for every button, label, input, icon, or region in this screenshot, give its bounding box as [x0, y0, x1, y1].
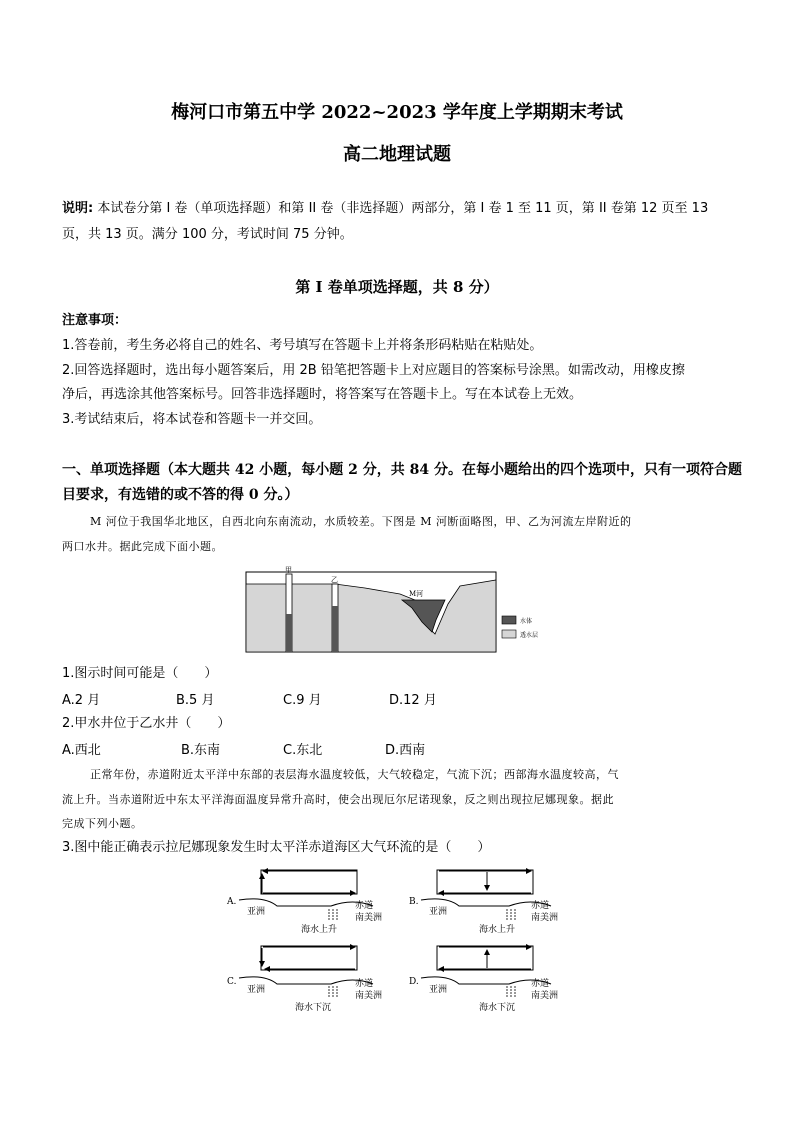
section1-title: 第 I 卷单项选择题，共 8 分） [295, 278, 499, 296]
aquifer-layer [246, 580, 496, 652]
option-d-south-america: 南美洲 [531, 991, 559, 1001]
river-label: M河 [409, 590, 424, 598]
exam-subtitle: 高二地理试题 [343, 144, 451, 165]
well-a-water [286, 614, 292, 652]
option-a-diagram [226, 870, 382, 935]
well-a-label: 甲 [285, 566, 292, 574]
part1-heading-a: 一、单项选择题（本大题共 42 小题，每小题 2 分，共 84 分。在每小题给出的四个选项中，只有一项符合题 [62, 462, 742, 478]
option-b-label: B. [409, 897, 419, 907]
option-d-asia: 亚洲 [429, 985, 448, 995]
q1-option-b[interactable]: B.5 月 [176, 693, 215, 708]
well-b-label: 乙 [331, 576, 338, 584]
instructions-label: 说明: [62, 201, 94, 216]
passage2-line-1: 正常年份，赤道附近太平洋中东部的表层海水温度较低，大气较稳定，气流下沉；西部海水温度较高，气 [90, 768, 619, 781]
note-3: 3.考试结束后，将本试卷和答题卡一并交回。 [62, 412, 322, 427]
legend-water-swatch [502, 616, 516, 624]
q3-stem: 3.图中能正确表示拉尼娜现象发生时太平洋赤道海区大气环流的是（ ） [62, 840, 491, 855]
q1-option-a[interactable]: A.2 月 [62, 693, 101, 708]
passage2-line-2: 流上升。当赤道附近中东太平洋海面温度异常升高时，使会出现厄尔尼诺现象，反之则出现拉尼娜现象。据此 [62, 793, 614, 806]
river-cross-section-figure [240, 564, 570, 660]
instructions-line-2: 页，共 13 页。满分 100 分，考试时间 75 分钟。 [62, 227, 353, 242]
passage1-line-2: 两口水井。据此完成下面小题。 [62, 540, 223, 553]
exam-title: 梅河口市第五中学 2022~2023 学年度上学期期末考试 [171, 102, 623, 123]
option-b-diagram [409, 870, 558, 935]
passage2-line-3: 完成下列小题。 [62, 817, 143, 830]
option-b-upwelling: 海水上升 [479, 925, 516, 935]
option-a-south-america: 南美洲 [355, 913, 383, 923]
option-c-equator: 赤道 [355, 979, 374, 989]
note-2a: 2.回答选择题时，选出每小题答案后，用 2B 铅笔把答题卡上对应题目的答案标号涂黑。如需改动，用橡皮擦 [62, 363, 685, 378]
option-d-equator: 赤道 [531, 979, 550, 989]
option-c-sinking: 海水下沉 [295, 1003, 332, 1013]
instructions-line-1 [62, 199, 708, 219]
option-c-label: C. [227, 977, 237, 987]
q1-option-c[interactable]: C.9 月 [283, 693, 322, 708]
q1-option-d[interactable]: D.12 月 [389, 693, 437, 708]
legend-aquifer-swatch [502, 630, 516, 638]
q2-option-d[interactable]: D.西南 [385, 743, 426, 758]
option-c-asia: 亚洲 [247, 985, 266, 995]
option-d-label: D. [409, 977, 419, 987]
q1-stem: 1.图示时间可能是（ ） [62, 666, 218, 681]
option-c-south-america: 南美洲 [355, 991, 383, 1001]
option-b-asia: 亚洲 [429, 907, 448, 917]
option-b-south-america: 南美洲 [531, 913, 559, 923]
notes-heading: 注意事项： [62, 313, 128, 328]
option-a-label: A. [227, 897, 237, 907]
walker-circulation-figure [225, 862, 575, 1022]
option-c-diagram [227, 946, 382, 1013]
q2-option-c[interactable]: C.东北 [283, 743, 323, 758]
instructions-text-1: 本试卷分第 I 卷（单项选择题）和第 II 卷（非选择题）两部分，第 I 卷 1 至 11 页，第 II 卷第 12 页至 13 [93, 201, 709, 216]
option-a-asia: 亚洲 [247, 907, 266, 917]
option-a-equator: 赤道 [355, 901, 374, 911]
note-1: 1.答卷前，考生务必将自己的姓名、考号填写在答题卡上并将条形码粘贴在粘贴处。 [62, 338, 543, 353]
note-2b: 净后，再选涂其他答案标号。回答非选择题时，将答案写在答题卡上。写在本试卷上无效。 [62, 387, 583, 402]
option-b-equator: 赤道 [531, 901, 550, 911]
q2-stem: 2.甲水井位于乙水井（ ） [62, 716, 231, 731]
passage1-line-1: M 河位于我国华北地区，自西北向东南流动，水质较差。下图是 M 河断面略图，甲、乙为河流左岸附近的 [90, 515, 632, 528]
well-b-water [332, 606, 338, 652]
option-a-upwelling: 海水上升 [301, 925, 338, 935]
q2-option-a[interactable]: A.西北 [62, 743, 101, 758]
option-d-diagram [409, 946, 558, 1013]
option-d-sinking: 海水下沉 [479, 1003, 516, 1013]
legend-aquifer-label: 透水层 [520, 632, 539, 639]
legend-water-label: 水体 [520, 618, 533, 625]
part1-heading-b: 目要求，有选错的或不答的得 0 分。） [62, 487, 299, 503]
q2-option-b[interactable]: B.东南 [181, 743, 221, 758]
